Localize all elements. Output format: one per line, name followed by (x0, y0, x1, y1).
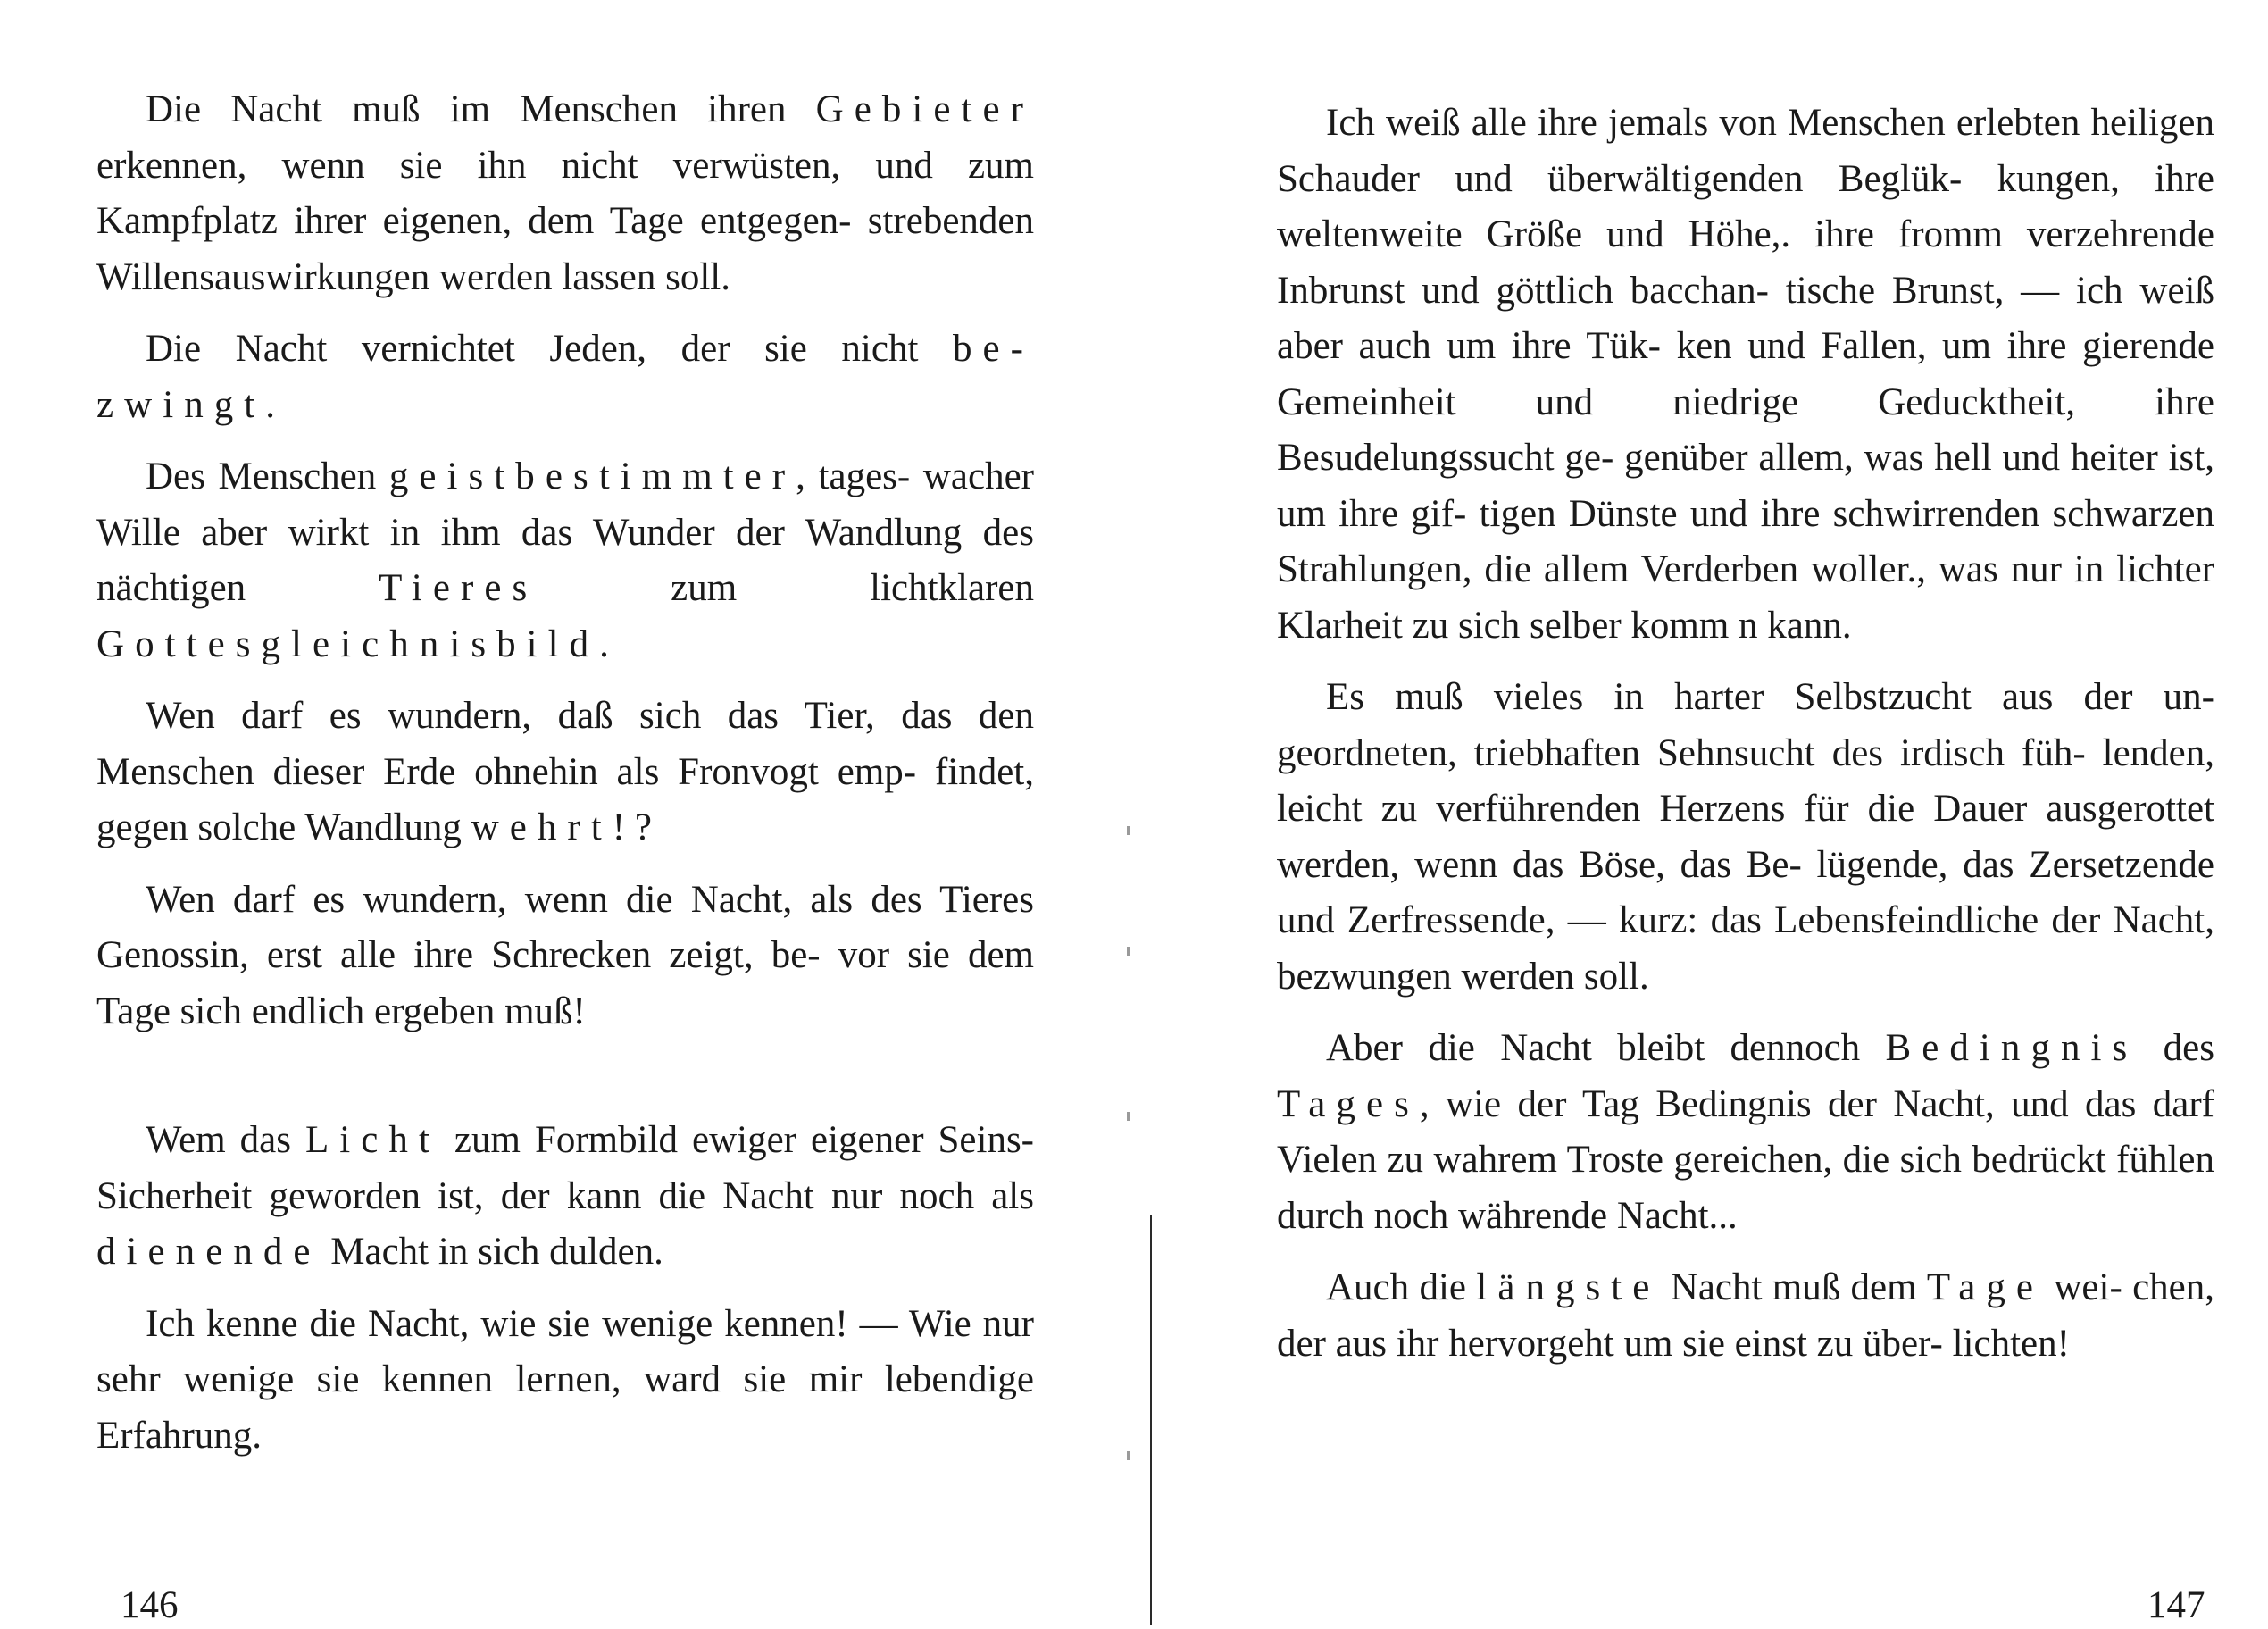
text-run: zum lichtklaren (538, 567, 1034, 609)
left-page (0, 0, 1130, 1625)
paragraph (96, 82, 1034, 305)
text-run: Nacht muß dem (1660, 1266, 1927, 1308)
text-run: Die Nacht muß im Menschen ihren (146, 88, 816, 130)
text-run: erkennen, wenn sie ihn nicht verwüsten, und zum Kampfplatz ihrer eigenen, dem Tage entgegen- strebenden Willensauswirkungen werden lassen soll. (96, 144, 1034, 298)
emphasis-text: Gottesgleichnisbild (96, 622, 600, 665)
page-number-right: 147 (2147, 1584, 2205, 1626)
text-run: Ich weiß alle ihre jemals von Menschen erlebten heiligen Schauder und überwältigenden Beglük- kungen, ihre weltenweite Größe und Höhe,. ihre fromm verzehrende Inbrunst und göttlich bacchan- tische Brunst, — ich weiß aber auch um ihre Tük- ken und Fallen, um ihre gierende Gemeinheit und niedrige Geducktheit, ihre Besudelungssucht ge- genüber allem, was hell und heiter ist, um ihre gif- tigen Dünste und ihre schwirrenden schwarzen Strahlungen, die allem Verderben woller., was nur in lichter Klarheit zu sich selber komm n kann. (1277, 102, 2214, 647)
paragraph (96, 322, 1034, 433)
emphasis-text: dienende (96, 1231, 321, 1273)
emphasis-text: Tieres (379, 567, 538, 609)
emphasis-text: Tage (1926, 1266, 2045, 1308)
text-run: . (599, 622, 609, 665)
gutter-mark (1127, 826, 1130, 835)
text-run: , wie der Tag Bedingnis der Nacht, und das darf Vielen zu wahrem Troste gereichen, die sich bedrückt fühlen durch noch währende Nacht... (1277, 1082, 2214, 1237)
paragraph (96, 689, 1034, 856)
text-run: zum Formbild ewiger eigener Seins-Sicherheit geworden ist, der kann die Nacht nur noch als (96, 1119, 1035, 1217)
page-number-left: 146 (121, 1584, 179, 1626)
emphasis-text: geistbestimmter (388, 455, 796, 497)
right-page (1138, 0, 2268, 1625)
paragraph (96, 873, 1034, 1040)
paragraph (1277, 1021, 2214, 1244)
text-run: Es muß vieles in harter Selbstzucht aus der un- geordneten, triebhaften Sehnsucht des irdisch füh- lenden, leicht zu verführenden Herzens für die Dauer ausgerottet werden, wenn das Böse, das Be- lügende, das Zersetzende und Zerfressende, — kurz: das Lebensfeindliche der Nacht, bezwungen werden soll. (1277, 676, 2214, 998)
emphasis-text: wehrt (471, 806, 613, 848)
paragraph (1277, 670, 2214, 1005)
text-run: ! ? (612, 806, 652, 848)
emphasis-text: Gebieter (815, 88, 1034, 130)
paragraph (96, 1113, 1034, 1281)
emphasis-text: Bedingnis (1885, 1027, 2139, 1069)
text-run: Die Nacht vernichtet Jeden, der sie nicht (146, 328, 953, 370)
text-run: , tages- wacher Wille aber wirkt in ihm das Wunder der Wandlung des nächtigen (96, 455, 1034, 609)
text-run: Macht in sich dulden. (321, 1231, 663, 1273)
text-run: wei- chen, der aus ihr hervorgeht um sie einst zu über- lichten! (1277, 1266, 2215, 1365)
text-run: Wem das (146, 1119, 305, 1161)
paragraph (96, 1297, 1034, 1465)
paragraph (96, 449, 1034, 672)
emphasis-text: Licht (304, 1119, 440, 1161)
gutter-mark (1127, 1451, 1130, 1460)
text-run: Wen darf es wundern, daß sich das Tier, das den Menschen dieser Erde ohnehin als Fronvogt emp- findet, gegen solche Wandlung (96, 695, 1034, 848)
gutter-mark (1127, 947, 1130, 956)
text-run: Aber die Nacht bleibt dennoch (1326, 1027, 1886, 1069)
emphasis-text: be- zwingt (96, 328, 1034, 426)
emphasis-text: längste (1476, 1266, 1661, 1308)
left-page-text (96, 82, 1034, 1464)
text-run: Wen darf es wundern, wenn die Nacht, als des Tieres Genossin, erst alle ihre Schrecken zeigt, be- vor sie dem Tage sich endlich ergeben muß! (96, 878, 1034, 1032)
text-run: Auch die (1326, 1266, 1477, 1308)
paragraph (1277, 96, 2214, 654)
gutter-mark (1127, 1112, 1130, 1121)
paragraph (1277, 1260, 2214, 1372)
text-run: . (265, 383, 276, 426)
text-run: Des Menschen (146, 455, 389, 497)
emphasis-text: Tages (1277, 1082, 1420, 1125)
text-run: Ich kenne die Nacht, wie sie wenige kennen! — Wie nur sehr wenige sie kennen lernen, ward sie mir lebendige Erfahrung. (96, 1302, 1034, 1457)
right-page-text (1277, 96, 2214, 1372)
text-run: des (2138, 1027, 2214, 1069)
